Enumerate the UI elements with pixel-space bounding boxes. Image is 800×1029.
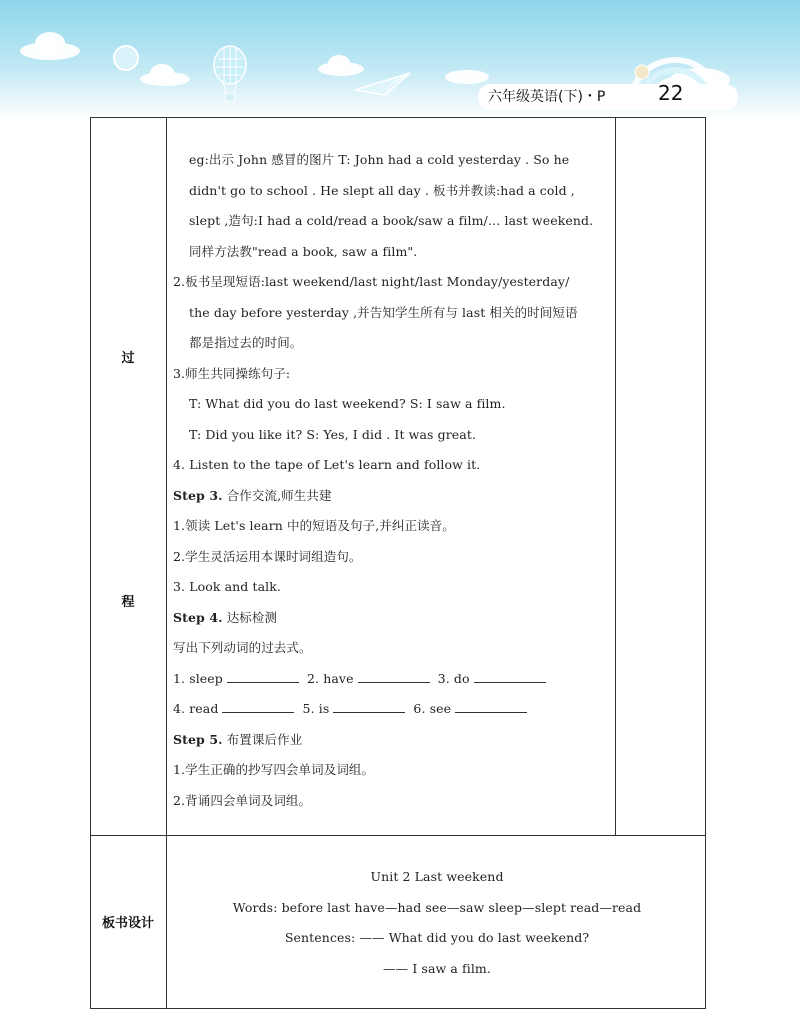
table-divider-left — [166, 117, 167, 1009]
table-divider-row — [90, 835, 706, 836]
content-line: eg:出示 John 感冒的图片 T: John had a cold yesterday . So he — [189, 152, 570, 167]
content-line: 2.学生灵活运用本课时词组造句。 — [173, 548, 362, 564]
hot-air-balloon-icon — [210, 45, 250, 105]
cloud-decoration — [35, 32, 65, 54]
content-line: 1.领读 Let's learn 中的短语及句子,并纠正读音。 — [173, 518, 455, 533]
content-line: T: What did you do last weekend? S: I saw a film. — [189, 396, 506, 411]
answer-blank[interactable] — [222, 700, 294, 713]
step-label: Step 3. — [173, 487, 223, 503]
content-line: 4. Listen to the tape of Let's learn and follow it. — [173, 457, 481, 472]
step-title: 合作交流,师生共建 — [226, 487, 332, 503]
board-words: Words: before last have—had see—saw sleep—slept read—read — [232, 899, 642, 915]
exercise-item: 5. is — [302, 701, 330, 716]
board-title: Unit 2 Last weekend — [370, 869, 504, 884]
answer-blank[interactable] — [227, 670, 299, 683]
content-line: 同样方法教"read a book, saw a film". — [189, 243, 418, 259]
exercise-item: 3. do — [437, 670, 470, 686]
board-design-label: 板书设计 — [101, 916, 154, 931]
content-line: 都是指过去的时间。 — [189, 335, 303, 350]
content-line: slept ,造句:I had a cold/read a book/saw a film/… last weekend. — [189, 213, 594, 228]
content-line: 2.板书呈现短语:last weekend/last night/last Monday/yesterday/ — [173, 274, 570, 289]
step-5-heading — [173, 725, 613, 756]
content-line: 1.学生正确的抄写四会单词及词组。 — [173, 762, 375, 777]
content-line: didn't go to school . He slept all day . 板书并教读:had a cold , — [189, 182, 575, 198]
answer-blank[interactable] — [358, 670, 430, 683]
step-label: Step 4. — [173, 609, 223, 625]
board-answer: —— I saw a film. — [383, 960, 491, 976]
step-4-heading — [173, 603, 613, 634]
step-title: 布置课后作业 — [226, 731, 303, 747]
table-divider-right — [615, 117, 616, 835]
page-header-title: 六年级英语(下)・P — [488, 89, 606, 105]
content-line: the day before yesterday ,并告知学生所有与 last 相关的时间短语 — [189, 304, 578, 320]
content-line: 3.师生共同操练句子: — [173, 365, 291, 381]
sun-icon — [113, 45, 139, 71]
answer-blank[interactable] — [333, 700, 405, 713]
content-line: T: Did you like it? S: Yes, I did . It was great. — [189, 426, 477, 442]
cloud-decoration — [445, 70, 489, 84]
process-content — [173, 145, 613, 816]
exercise-row — [173, 694, 613, 725]
exercise-row — [173, 664, 613, 695]
process-label-1: 过 — [121, 351, 135, 366]
exercise-item: 6. see — [413, 701, 452, 716]
paper-plane-icon — [350, 65, 420, 105]
step-label: Step 5. — [173, 731, 223, 747]
board-design — [168, 862, 706, 984]
step-title: 达标检测 — [226, 609, 278, 625]
content-line: 2.背诵四会单词及词组。 — [173, 792, 312, 808]
exercise-item: 1. sleep — [173, 670, 223, 686]
content-line: 3. Look and talk. — [173, 579, 281, 594]
page-number: 22 — [658, 81, 684, 105]
process-label-2: 程 — [121, 595, 135, 610]
cloud-decoration — [328, 55, 350, 71]
answer-blank[interactable] — [455, 700, 527, 713]
answer-blank[interactable] — [474, 670, 546, 683]
step-3-heading — [173, 481, 613, 512]
exercise-item: 4. read — [173, 701, 219, 716]
exercise-instruction: 写出下列动词的过去式。 — [173, 640, 312, 655]
exercise-item: 2. have — [307, 670, 354, 686]
board-sentences: Sentences: —— What did you do last weekend? — [284, 930, 590, 945]
cloud-decoration — [150, 64, 174, 82]
